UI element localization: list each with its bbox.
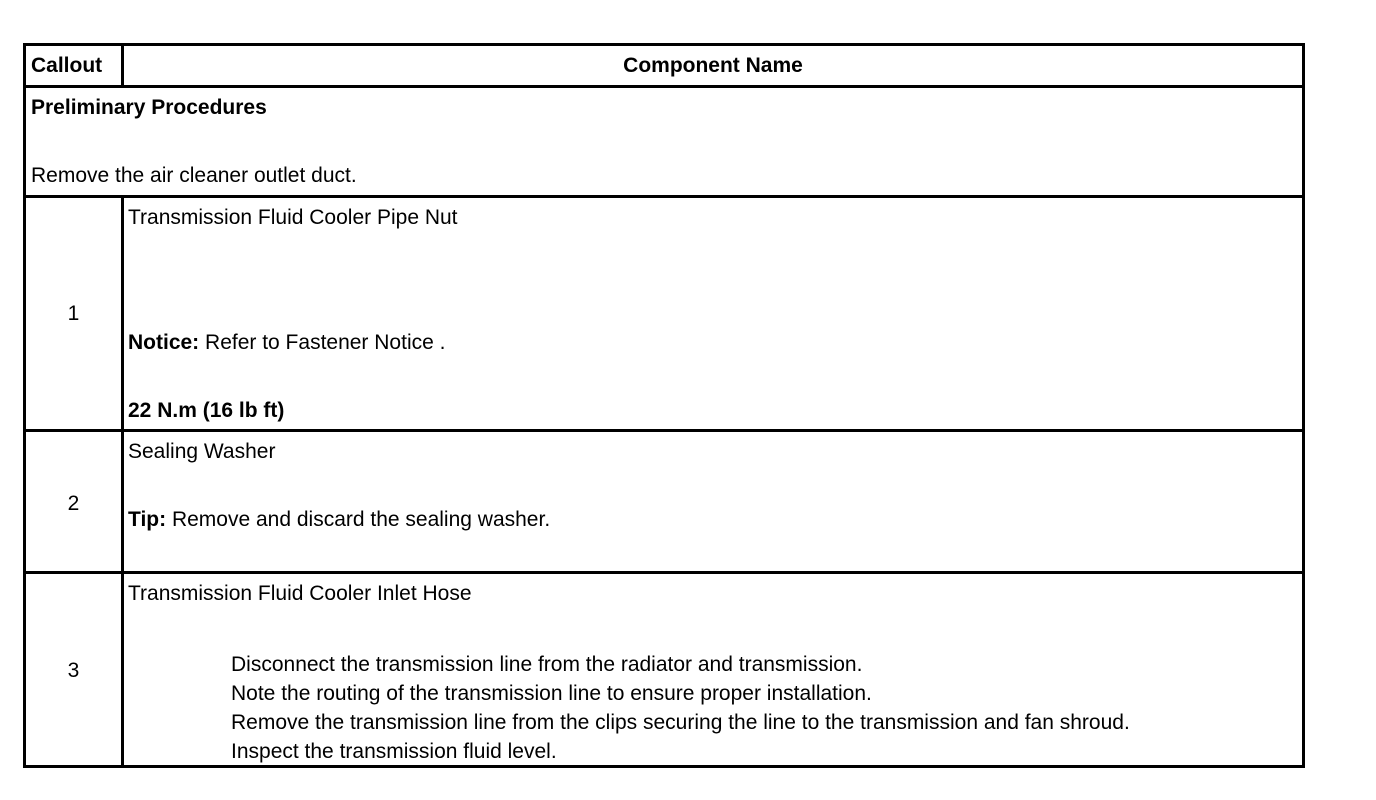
row-1-torque: 22 N.m (16 lb ft) [128, 399, 285, 422]
row-3-component-name: Transmission Fluid Cooler Inlet Hose [128, 582, 472, 605]
preliminary-divider [26, 195, 1302, 198]
notice-text: Refer to Fastener Notice . [199, 331, 446, 354]
component-table [23, 43, 1305, 768]
row-2-tip [128, 508, 550, 532]
callout-header: Callout [31, 54, 103, 77]
callout-2: 2 [67, 492, 80, 515]
row-1-notice [128, 331, 445, 355]
row-1-component-name: Transmission Fluid Cooler Pipe Nut [128, 206, 458, 229]
callout-3: 3 [67, 659, 80, 682]
preliminary-procedures-title: Preliminary Procedures [31, 96, 267, 119]
callout-1: 1 [67, 302, 80, 325]
list-item: Note the routing of the transmission line to ensure proper installation. [231, 682, 872, 705]
callout-column-divider-rows [121, 195, 124, 765]
list-item: Disconnect the transmission line from the radiator and transmission. [231, 653, 863, 676]
row-2-component-name: Sealing Washer [128, 440, 276, 463]
row-3-steps-list [231, 650, 1130, 766]
notice-label: Notice: [128, 331, 200, 354]
component-name-header: Component Name [623, 54, 803, 77]
tip-label: Tip: [128, 508, 167, 531]
list-item: Remove the transmission line from the clips securing the line to the transmission and fan shroud. [231, 711, 1130, 734]
tip-text: Remove and discard the sealing washer. [166, 508, 551, 531]
preliminary-procedures-text: Remove the air cleaner outlet duct. [31, 164, 357, 187]
list-item: Inspect the transmission fluid level. [231, 740, 557, 763]
row-1-divider [26, 429, 1302, 432]
header-divider [26, 85, 1302, 88]
row-2-divider [26, 571, 1302, 574]
